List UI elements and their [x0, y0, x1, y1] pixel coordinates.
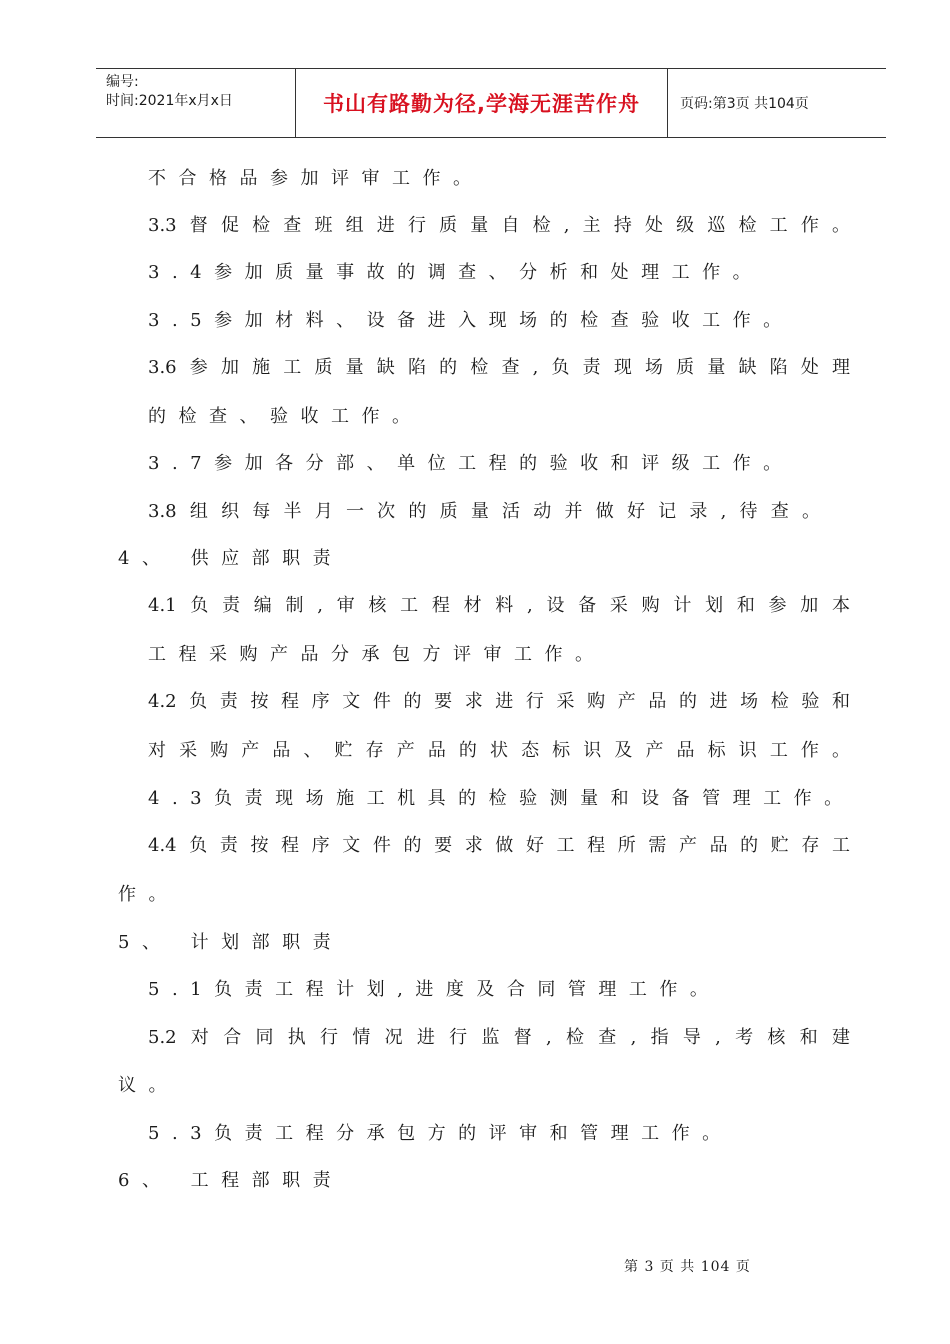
body-line: 作。: [118, 884, 179, 905]
body-line: 3.4参加质量事故的调查、分析和处理工作。: [148, 262, 764, 283]
body-line: 3.5参加材料、设备进入现场的检查验收工作。: [148, 310, 794, 331]
body-line: 3.6参加施工质量缺陷的检查,负责现场质量缺陷处理: [148, 357, 850, 378]
body-line: 议。: [118, 1075, 179, 1096]
header-page-cell: [668, 69, 886, 137]
body-line: 4.2负责按程序文件的要求进行采购产品的进场检验和: [148, 691, 850, 712]
page-header: [96, 68, 886, 138]
body-line: 不合格品参加评审工作。: [148, 168, 484, 189]
section-heading-engineering: 6、 工程部职责: [118, 1170, 344, 1191]
body-line: 的检查、验收工作。: [148, 406, 423, 427]
motto-text: 书山有路勤为径,学海无涯苦作舟: [323, 92, 640, 116]
body-line: 对采购产品、贮存产品的状态标识及产品标识工作。: [148, 740, 850, 761]
body-line: 3.8组织每半月一次的质量活动并做好记录,待查。: [148, 501, 820, 522]
body-line: 4.1负责编制,审核工程材料,设备采购计划和参加本: [148, 595, 850, 616]
body-line: 工程采购产品分承包方评审工作。: [148, 644, 606, 665]
date-label: 时间:2021年x月x日: [106, 93, 233, 109]
page-footer: 第 3 页 共 104 页: [624, 1259, 751, 1275]
section-heading-supply: 4、 供应部职责: [118, 548, 344, 569]
serial-number-label: 编号:: [106, 74, 139, 90]
header-page-info: 页码:第3页 共104页: [680, 96, 809, 112]
section-heading-planning: 5、 计划部职责: [118, 932, 344, 953]
body-line: 5.2对合同执行情况进行监督,检查,指导,考核和建: [148, 1027, 850, 1048]
body-line: 4.4负责按程序文件的要求做好工程所需产品的贮存工: [148, 835, 850, 856]
body-line: 5.1负责工程计划,进度及合同管理工作。: [148, 979, 721, 1000]
body-line: 3.3督促检查班组进行质量自检,主持处级巡检工作。: [148, 215, 850, 236]
header-motto-cell: [296, 69, 668, 137]
body-line: 3.7参加各分部、单位工程的验收和评级工作。: [148, 453, 794, 474]
body-line: 5.3负责工程分承包方的评审和管理工作。: [148, 1123, 733, 1144]
body-line: 4.3负责现场施工机具的检验测量和设备管理工作。: [148, 788, 855, 809]
header-meta: [96, 69, 296, 137]
